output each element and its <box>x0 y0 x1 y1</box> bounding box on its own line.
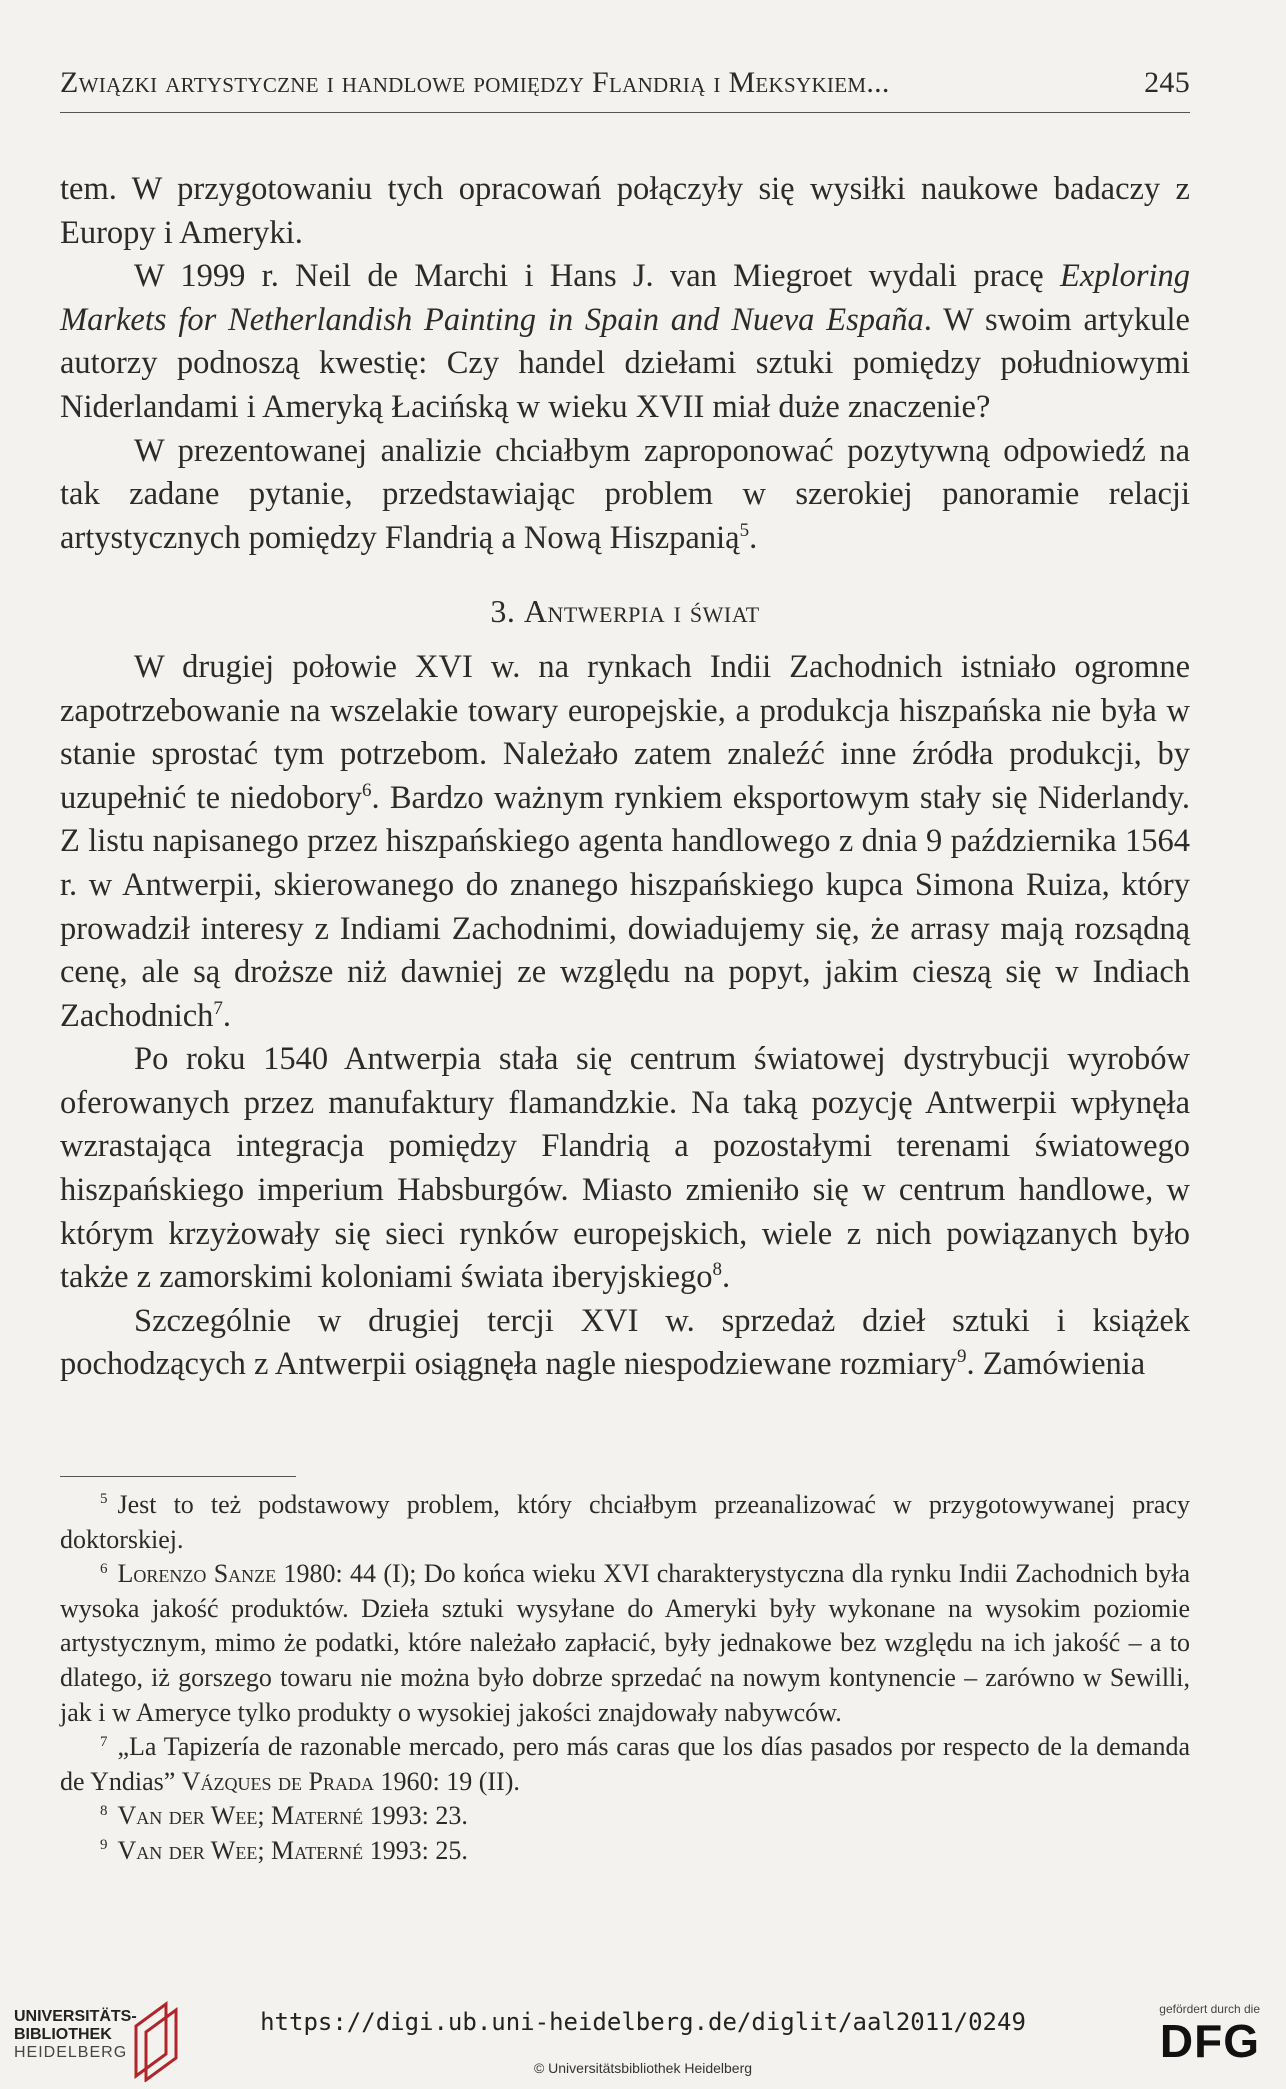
paragraph <box>60 1300 1190 1387</box>
paragraph <box>60 255 1190 429</box>
footnote <box>60 1834 1190 1869</box>
library-name-line: BIBLIOTHEK <box>14 2026 112 2043</box>
funder-name: DFG <box>1159 2015 1260 2067</box>
paragraph-text: tem. W przygotowaniu tych opracowań połączyły się wysiłki naukowe badaczy z Europy i Ameryki. <box>60 171 1190 251</box>
footnote-number: 8 <box>100 1802 108 1819</box>
paragraph <box>60 1038 1190 1300</box>
footnote-text: 1960: 19 (II). <box>374 1766 520 1796</box>
footnote-author: Van der Wee; Materné <box>117 1835 364 1865</box>
punctuation: . <box>222 997 232 1034</box>
running-header <box>60 66 1190 100</box>
footnote-text: Jest to też podstawowy problem, który chciałbym przeanalizować w przygotowywanej pracy doktorskiej. <box>60 1490 1190 1554</box>
footnote-number: 7 <box>100 1733 108 1750</box>
header-rule <box>60 112 1190 113</box>
footnote-number: 6 <box>100 1560 108 1577</box>
footnote <box>60 1557 1190 1730</box>
footnote-text: „La Tapizería de razonable mercado, pero más caras que los días pasados por respecto de la demanda de Yndias” <box>60 1732 1190 1796</box>
footnote-number: 9 <box>100 1837 108 1854</box>
footnote-author: Lorenzo Sanze <box>117 1559 277 1589</box>
footnote-text: 1993: 25. <box>363 1835 468 1865</box>
paragraph-text: . Bardzo ważnym rynkiem eksportowym stały się Niderlandy. Z listu napisanego przez hiszpańskiego agenta handlowego z dnia 9 października 1564 r. w Antwerpii, skierowanego do znanego hiszpańskiego kupca Simona Ruiza, który prowadził interesy z Indiami Zachodnimi, dowiadujemy się, że arrasy mają rozsądną cenę, ale są droższe niż dawniej ze względu na popyt, jakim cieszą się w Indiach Zachodnich <box>60 779 1190 1034</box>
footnote-ref[interactable]: 7 <box>213 997 223 1019</box>
footnote-text: 1993: 23. <box>363 1801 468 1831</box>
footnote-number: 5 <box>100 1491 108 1508</box>
copyright-notice: © Universitätsbibliothek Heidelberg <box>533 2060 753 2076</box>
paragraph-text: W drugiej połowie XVI w. na rynkach Indii Zachodnich istniało ogromne zapotrzebowanie na wszelakie towary europejskie, a produkcja hiszpańska nie była w stanie sprostać tym potrzebom. Należało zatem znaleźć inne źródła produkcji, by uzupełnić te niedobory <box>60 648 1190 816</box>
paragraph-text: Po roku 1540 Antwerpia stała się centrum światowej dystrybucji wyrobów oferowanych przez manufaktury flamandzkie. Na taką pozycję Antwerpii wpłynęła wzrastająca integracja pomiędzy Flandrią a pozostałymi terenami światowego hiszpańskiego imperium Habsburgów. Miasto zmieniło się w centrum handlowe, w którym krzyżowały się sieci rynków europejskich, wiele z nich powiązanych było także z zamorskimi koloniami świata iberyjskiego <box>60 1041 1190 1296</box>
library-name-line: UNIVERSITÄTS- <box>14 2008 137 2025</box>
section-number: 3. <box>490 593 524 630</box>
library-name-line: HEIDELBERG <box>14 2044 128 2061</box>
paragraph-text: W 1999 r. Neil de Marchi i Hans J. van Miegroet wydali pracę <box>134 258 1061 295</box>
dfg-logo[interactable] <box>1159 2002 1260 2066</box>
paragraph <box>60 168 1190 255</box>
running-title: Związki artystyczne i handlowe pomiędzy Flandrią i Meksykiem... <box>60 66 890 99</box>
permalink-url[interactable]: https://digi.ub.uni-heidelberg.de/diglit/aal2011/0249 <box>260 2008 1026 2036</box>
footnote-ref[interactable]: 9 <box>957 1346 967 1368</box>
body-text <box>60 168 1190 1387</box>
footnotes <box>60 1488 1190 1869</box>
punctuation: . <box>749 519 758 556</box>
footnote-ref[interactable]: 6 <box>362 779 372 801</box>
footnote-author: Van der Wee; Materné <box>117 1801 364 1831</box>
punctuation: . <box>722 1259 731 1296</box>
book-title: Exploring Markets for Netherlandish Painting in Spain and Nueva España <box>60 258 1190 338</box>
page-number: 245 <box>1144 66 1190 99</box>
footnote-rule <box>60 1476 296 1477</box>
paragraph <box>60 646 1190 1038</box>
digitization-footer <box>0 1990 1286 2089</box>
funding-note: gefördert durch die <box>1159 2002 1260 2016</box>
footnote <box>60 1730 1190 1799</box>
section-title: Antwerpia i świat <box>523 593 760 630</box>
footnote-text: 1980: 44 (I); Do końca wieku XVI charakterystyczna dla rynku Indii Zachodnich była wysoka jakość produktów. Dzieła sztuki wysyłane do Ameryki były wykonane na wysokim poziomie artystycznym, mimo że podatki, które należało zapłacić, były jednakowe bez względu na ich jakość – a to dlatego, iż gorszego towaru nie można było dobrze sprzedać na nowym kontynencie – zarówno w Sewilli, jak i w Ameryce tylko produkty o wysokiej jakości znajdowały nabywców. <box>60 1559 1190 1727</box>
footnote <box>60 1799 1190 1834</box>
footnote <box>60 1488 1190 1557</box>
paragraph-text: . Zamówienia <box>966 1346 1146 1383</box>
paragraph-text: . W swoim artykule autorzy podnoszą kwestię: Czy handel dziełami sztuki pomiędzy południowymi Niderlandami i Ameryką Łacińską w wieku XVII miał duże znaczenie? <box>60 301 1190 425</box>
footnote-ref[interactable]: 8 <box>712 1259 723 1281</box>
paragraph-text: Szczególnie w drugiej tercji XVI w. sprzedaż dzieł sztuki i książek pochodzących z Antwerpii osiągnęła nagle niespodziewane rozmiary <box>60 1302 1190 1383</box>
paragraph-text: W prezentowanej analizie chciałbym zaproponować pozytywną odpowiedź na tak zadane pytanie, przedstawiając problem w szerokiej panoramie relacji artystycznych pomiędzy Flandrią a Nową Hiszpanią <box>60 432 1190 556</box>
footnote-ref[interactable]: 5 <box>739 519 750 541</box>
footnote-author: Vázques de Prada <box>181 1766 375 1796</box>
paragraph <box>60 430 1190 561</box>
section-heading <box>60 590 1190 634</box>
